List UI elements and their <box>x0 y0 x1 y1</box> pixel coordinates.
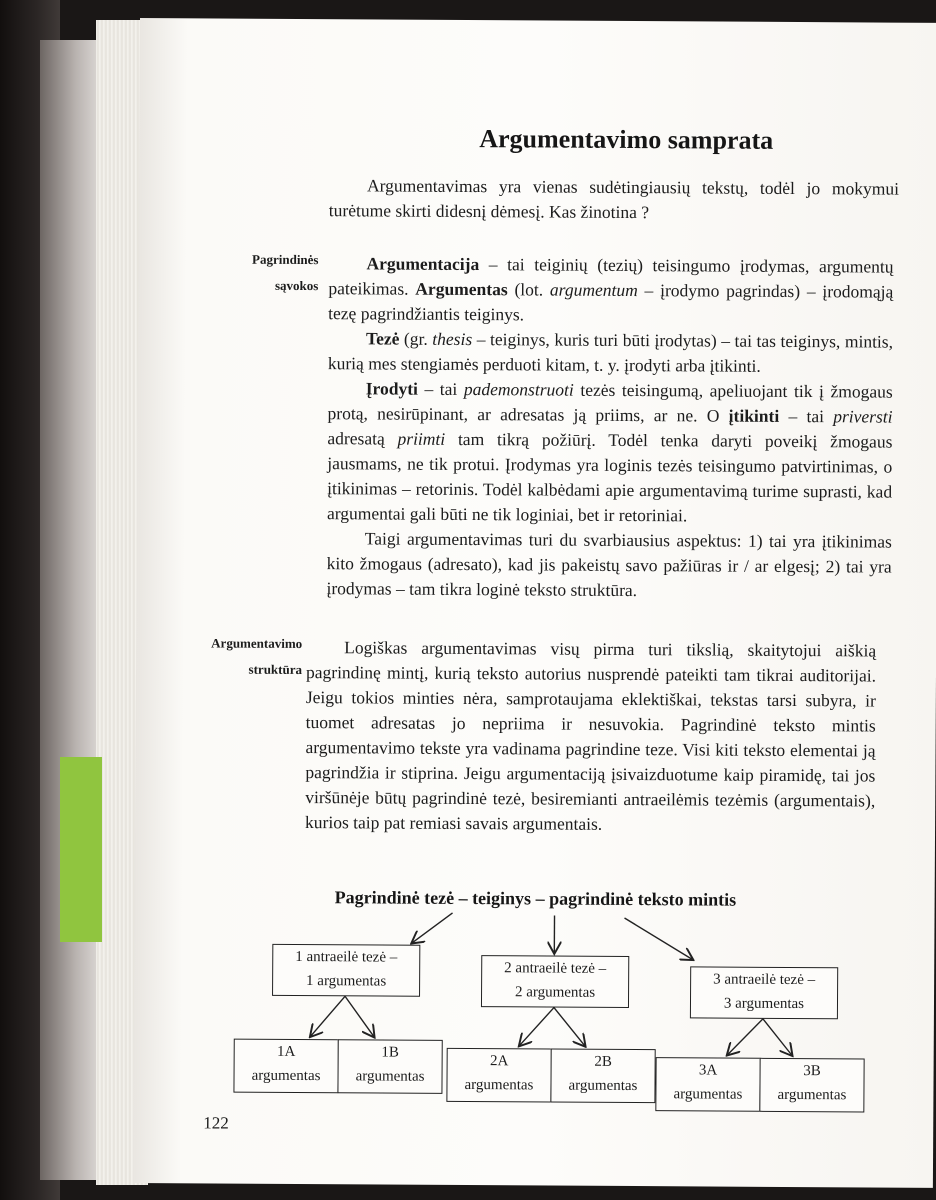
side-label-basic-concepts: Pagrindinės sąvokos <box>252 251 319 294</box>
argument-box-3b: 3B argumentas <box>759 1058 864 1113</box>
book-cover-edge <box>40 40 100 1180</box>
secondary-thesis-box-3: 3 antraeilė tezė – 3 argumentas <box>690 966 838 1019</box>
arrow-1-to-1b <box>345 996 374 1036</box>
paragraph-irodyti: Įrodyti – tai pademonstruoti tezės teisingumą, apeliuojant tik į žmogaus protą, nesirūpinant, ar adresatas ją priims, ar ne. O įtikinti – tai priversti adresatą priimti tam tikrą požiūrį. Todėl tenka daryti poveikį žmogaus jausmams, ne tik protui. Įrodymas yra loginis tezės teisingumo patvirtinimas, o įtikinimas – retorinis. Todėl kalbėdami apie argumentavimą turime suprasti, kad argumentai gali būti ne tik loginiai, bet ir retoriniai. <box>326 378 893 526</box>
argument-box-2b: 2B argumentas <box>550 1049 655 1104</box>
paragraph-teze: Tezė (gr. thesis – teiginys, kuris turi būti įrodytas) – tai tas teiginys, mintis, kurią mes stengiamės perduoti kitam, t. y. įrodyti arba įtikinti. <box>327 328 894 376</box>
paragraph-aspects: Taigi argumentavimas turi du svarbiausius aspektus: 1) tai yra įtikinimas kito žmogaus (adresato), kad jis pakeistų savo pažiūras ir / ar elgesį; 2) tai yra įrodymas – tam tikra loginė teksto struktūra. <box>326 528 892 601</box>
argument-box-3a: 3A argumentas <box>655 1057 760 1112</box>
secondary-thesis-box-1: 1 antraeilė tezė – 1 argumentas <box>272 944 420 997</box>
diagram-arrows <box>133 18 936 1188</box>
page-number: 122 <box>203 1113 229 1133</box>
paragraph-argumentacija: Argumentacija – tai teiginių (tezių) teisingumo įrodymas, argumentų pateikimas. Argumentas (lot. argumentum – įrodymo pagrindas) – įrodomąją tezę pagrindžiantis teiginys. <box>328 253 894 325</box>
green-bookmark <box>60 757 102 942</box>
side-label-structure: Argumentavimo struktūra <box>211 635 303 678</box>
arrow-main-to-1 <box>412 913 452 943</box>
arrow-2-to-2a <box>520 1007 554 1045</box>
secondary-thesis-box-2: 2 antraeilė tezė – 2 argumentas <box>481 955 629 1008</box>
arrow-main-to-3 <box>624 918 692 959</box>
argument-box-1b: 1B argumentas <box>337 1039 442 1094</box>
page-title: Argumentavimo samprata <box>479 124 774 155</box>
book-page <box>133 18 936 1188</box>
argument-box-1a: 1A argumentas <box>233 1039 338 1094</box>
arrow-3-to-3b <box>763 1019 792 1055</box>
arrow-3-to-3a <box>728 1019 763 1055</box>
diagram-main-thesis: Pagrindinė tezė – teiginys – pagrindinė teksto mintis <box>334 887 737 910</box>
argument-box-2a: 2A argumentas <box>446 1048 551 1103</box>
arrow-2-to-2b <box>554 1008 585 1046</box>
intro-paragraph: Argumentavimas yra vienas sudėtingiausių tekstų, todėl jo mokymui turėtume skirti didesnį dėmesį. Kas žinotina ? <box>328 175 900 223</box>
arrow-1-to-1a <box>311 996 345 1036</box>
paragraph-structure: Logiškas argumentavimas visų pirma turi tikslią, skaitytojui aiškią pagrindinę mintį, kurią teksto autorius nusprendė pateikti tam tikrai auditorijai. Jeigu tokios minties nėra, samprotaujama eklektiškai, tekstas tarsi subyra, ir tuomet adresatas jo nepriima ir nesuvokia. Pagrindinė teksto mintis argumentavimo tekste yra vadinama pagrindine teze. Visi kiti teksto elementai ją pagrindžia ir stiprina. Jeigu argumentaciją įsivaizduotume kaip piramidę, tai jos viršūnėje būtų pagrindinė tezė, besiremianti antraeilėmis tezėmis (argumentais), kurios taip pat remiasi savais argumentais. <box>305 637 877 834</box>
